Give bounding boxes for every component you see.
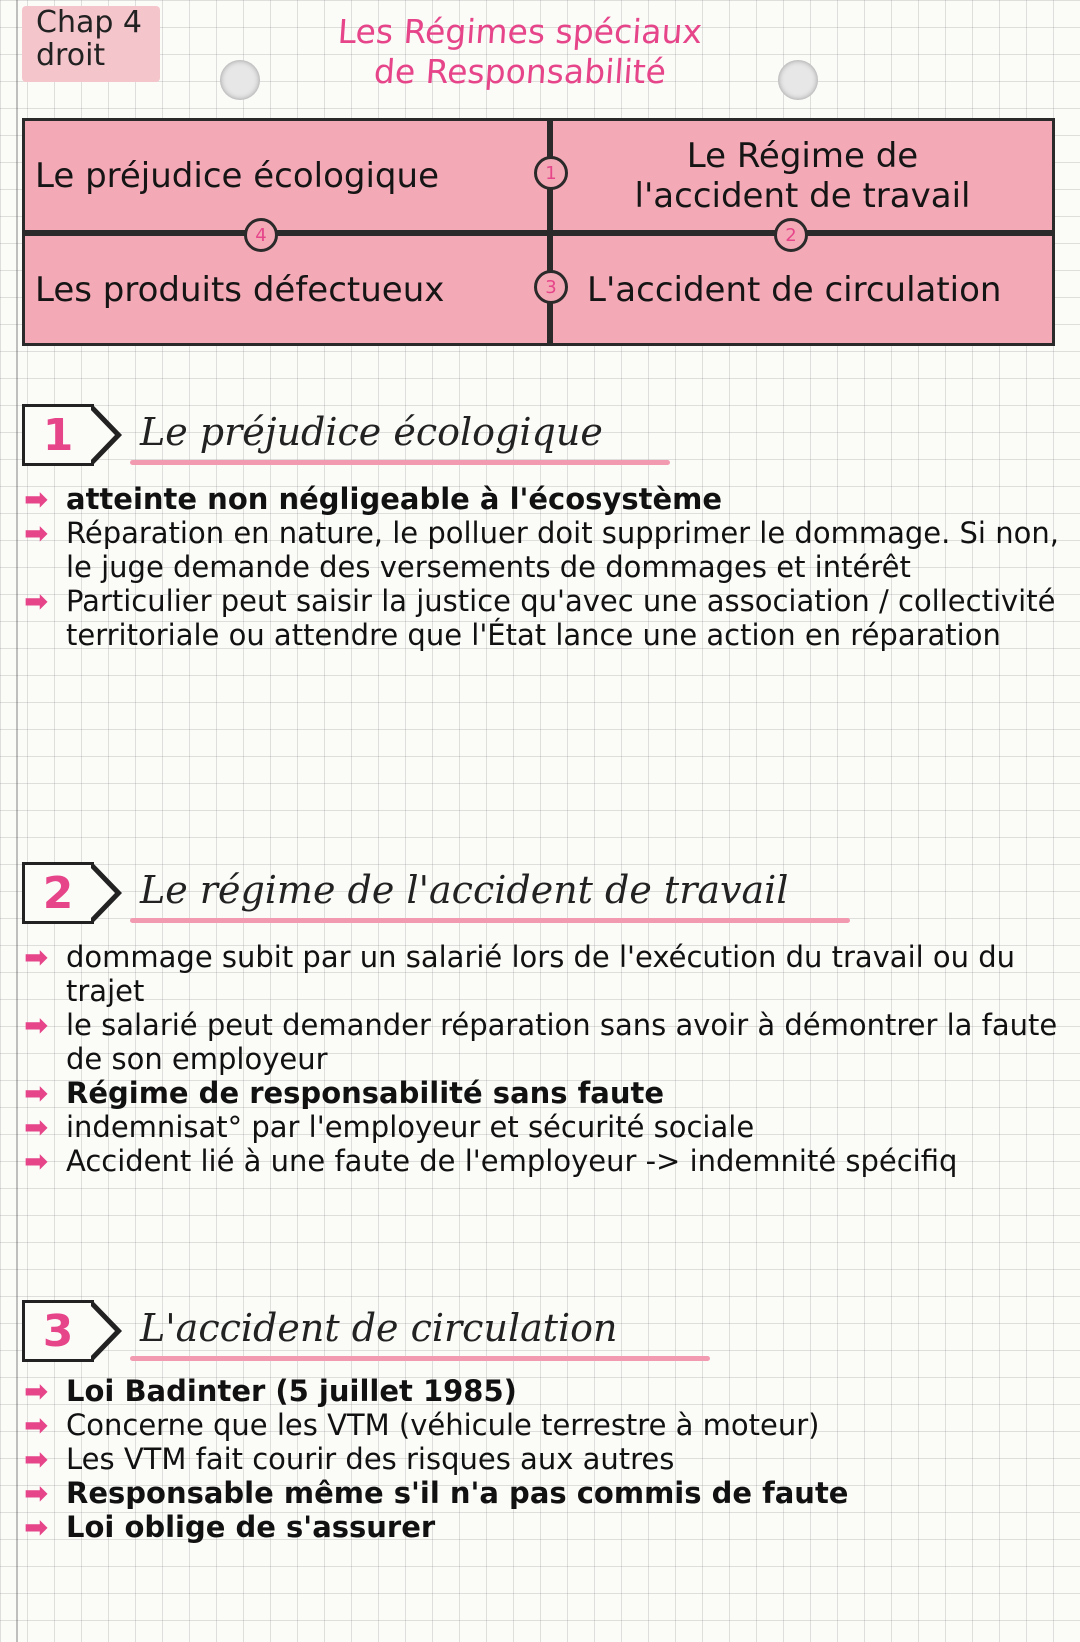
- puzzle-piece-label: l'accident de travail: [634, 175, 971, 216]
- section-number: 2: [22, 862, 94, 924]
- puzzle-knob-3: 3: [534, 270, 568, 304]
- puzzle-piece-label: Le préjudice écologique: [35, 155, 439, 196]
- title-underline: [130, 1356, 710, 1361]
- list-item: ➡ Loi Badinter (5 juillet 1985): [24, 1374, 517, 1408]
- arrow-bullet-icon: ➡: [24, 940, 49, 974]
- puzzle-knob-2: 2: [774, 218, 808, 252]
- section-2: [22, 862, 1062, 1178]
- list-item: ➡ Loi oblige de s'assurer: [24, 1510, 436, 1544]
- section-3: [22, 1300, 1062, 1544]
- list-item: ➡ le salarié peut demander réparation sans avoir à démontrer la faute de son employeur: [24, 1008, 1058, 1076]
- arrow-bullet-icon: ➡: [24, 1076, 49, 1110]
- puzzle-piece-label: Le Régime de: [686, 135, 919, 176]
- binder-hole: [220, 60, 260, 100]
- puzzle-knob-1: 1: [534, 156, 568, 190]
- section-number: 3: [22, 1300, 94, 1362]
- section-heading: [22, 1300, 1062, 1364]
- page-title-line2: de Responsabilité: [372, 52, 668, 91]
- section-title: Le préjudice écologique: [140, 410, 603, 454]
- binder-hole: [778, 60, 818, 100]
- list-item: ➡ Particulier peut saisir la justice qu'avec une association / collectivité territoriale ou attendre que l'État lance une action en réparation: [24, 584, 1056, 652]
- arrow-right-icon: [92, 404, 122, 466]
- list-item: ➡ atteinte non négligeable à l'écosystème: [24, 482, 723, 516]
- list-item: ➡ Régime de responsabilité sans faute: [24, 1076, 664, 1110]
- chapter-number: Chap 4: [36, 5, 143, 40]
- puzzle-piece-label: Les produits défectueux: [35, 269, 445, 310]
- chapter-subject: droit: [36, 38, 106, 73]
- arrow-bullet-icon: ➡: [24, 584, 49, 618]
- summary-puzzle: [22, 118, 1080, 358]
- puzzle-piece-produits-defectueux: [22, 233, 550, 346]
- puzzle-piece-accident-circulation: [550, 233, 1055, 346]
- section-heading: [22, 404, 1062, 468]
- section-title: L'accident de circulation: [140, 1306, 618, 1350]
- list-item: ➡ Responsable même s'il n'a pas commis de faute: [24, 1476, 849, 1510]
- list-item: ➡ indemnisat° par l'employeur et sécurité sociale: [24, 1110, 755, 1144]
- arrow-bullet-icon: ➡: [24, 1510, 49, 1544]
- arrow-right-icon: [92, 1300, 122, 1362]
- notebook-margin-line: [16, 0, 18, 1642]
- arrow-bullet-icon: ➡: [24, 1144, 49, 1178]
- arrow-bullet-icon: ➡: [24, 1110, 49, 1144]
- arrow-bullet-icon: ➡: [24, 1374, 49, 1408]
- page-title-line1: Les Régimes spéciaux: [336, 12, 704, 51]
- puzzle-piece-label: L'accident de circulation: [587, 269, 1002, 310]
- section-1: [22, 404, 1062, 652]
- section-heading: [22, 862, 1062, 926]
- page-title: [280, 12, 760, 92]
- list-item: ➡ dommage subit par un salarié lors de l'exécution du travail ou du trajet: [24, 940, 1016, 1008]
- chapter-label: [22, 6, 160, 82]
- puzzle-piece-prejudice-ecologique: [22, 118, 550, 233]
- arrow-right-icon: [92, 862, 122, 924]
- arrow-bullet-icon: ➡: [24, 482, 49, 516]
- arrow-bullet-icon: ➡: [24, 1476, 49, 1510]
- list-item: ➡ Réparation en nature, le polluer doit supprimer le dommage. Si non, le juge demande des versements de dommages et intérêt: [24, 516, 1059, 584]
- title-underline: [130, 460, 670, 465]
- list-item: ➡ Concerne que les VTM (véhicule terrestre à moteur): [24, 1408, 820, 1442]
- list-item: ➡ Accident lié à une faute de l'employeur -> indemnité spécifiq: [24, 1144, 958, 1178]
- section-number: 1: [22, 404, 94, 466]
- arrow-bullet-icon: ➡: [24, 1442, 49, 1476]
- arrow-bullet-icon: ➡: [24, 1008, 49, 1042]
- list-item: ➡ Les VTM fait courir des risques aux autres: [24, 1442, 675, 1476]
- arrow-bullet-icon: ➡: [24, 516, 49, 550]
- puzzle-piece-accident-travail: [550, 118, 1055, 233]
- section-title: Le régime de l'accident de travail: [140, 868, 789, 912]
- puzzle-knob-4: 4: [244, 218, 278, 252]
- title-underline: [130, 918, 850, 923]
- arrow-bullet-icon: ➡: [24, 1408, 49, 1442]
